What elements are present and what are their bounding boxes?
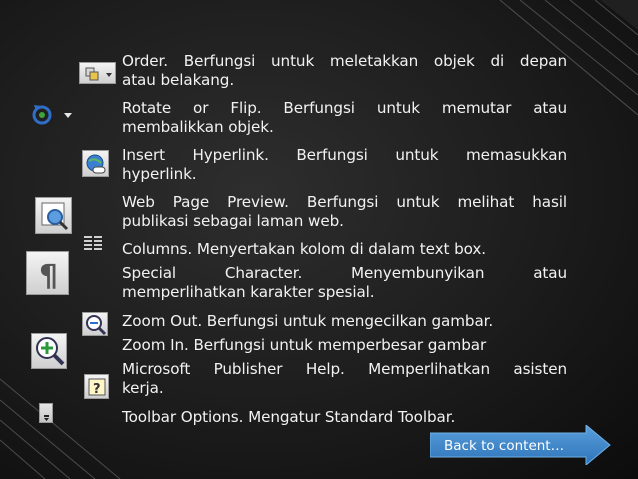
svg-text:?: ? xyxy=(93,382,101,397)
item-line: memperlihatkan karakter spesial. xyxy=(122,283,375,301)
item-line: Order. Berfungsi untuk meletakkan objek di depan xyxy=(122,52,567,70)
back-to-content-button[interactable] xyxy=(430,425,611,465)
list-item xyxy=(122,193,567,231)
item-line: kerja. xyxy=(122,379,164,397)
item-line: Web Page Preview. Berfungsi untuk melihat hasil xyxy=(122,193,567,211)
item-line: Toolbar Options. Mengatur Standard Toolbar. xyxy=(122,408,456,426)
list-item xyxy=(122,52,567,90)
order-icon xyxy=(79,62,116,84)
list-item xyxy=(122,312,567,331)
columns-icon xyxy=(82,234,105,252)
svg-text:¶: ¶ xyxy=(39,259,59,294)
item-line: membalikkan objek. xyxy=(122,118,274,136)
zoom-in-icon xyxy=(31,333,67,369)
item-line: publikasi sebagai laman web. xyxy=(122,212,344,230)
item-line: Insert Hyperlink. Berfungsi untuk memasukkan xyxy=(122,146,567,164)
web-page-preview-icon xyxy=(35,197,72,234)
list-item xyxy=(122,264,567,302)
list-item xyxy=(122,240,567,259)
list-item xyxy=(122,360,567,398)
item-line: Zoom In. Berfungsi untuk memperbesar gambar xyxy=(122,336,487,354)
item-line: atau belakang. xyxy=(122,71,235,89)
list-item xyxy=(122,99,567,137)
item-line: Special Character. Menyembunyikan atau xyxy=(122,264,567,282)
item-line: hyperlink. xyxy=(122,165,197,183)
help-icon xyxy=(84,374,109,399)
list-item xyxy=(122,146,567,184)
list-item xyxy=(122,336,567,355)
item-line: Rotate or Flip. Berfungsi untuk memutar atau xyxy=(122,99,567,117)
special-character-icon xyxy=(26,251,69,295)
item-line: Columns. Menyertakan kolom di dalam text box. xyxy=(122,240,486,258)
item-line: Zoom Out. Berfungsi untuk mengecilkan gambar. xyxy=(122,312,494,330)
back-button-label: Back to content… xyxy=(444,438,565,454)
toolbar-options-icon xyxy=(39,403,53,423)
insert-hyperlink-icon xyxy=(82,150,109,177)
zoom-out-icon xyxy=(82,312,108,336)
rotate-flip-icon xyxy=(28,101,75,129)
item-line: Microsoft Publisher Help. Memperlihatkan asisten xyxy=(122,360,567,378)
